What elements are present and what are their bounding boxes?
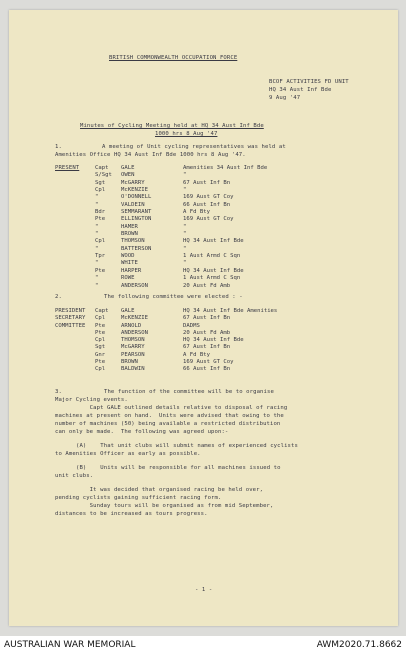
present-unit: HQ 34 Aust Inf Bde (183, 267, 244, 274)
present-row (55, 202, 355, 209)
committee-rank: Cpl (95, 337, 106, 344)
committee-role: SECRETARY (55, 315, 86, 322)
present-unit: 20 Aust Fd Amb (183, 282, 231, 289)
committee-row (55, 323, 375, 330)
para-3-line-5: can only be made. The following was agreed upon:- (55, 429, 229, 435)
para-4-line-3: Sunday tours will be organised as from mid September, (55, 503, 274, 509)
para-3-line-1: Major Cycling events. (55, 397, 128, 403)
present-row (55, 180, 355, 187)
committee-list (55, 308, 375, 374)
present-unit: HQ 34 Aust Inf Bde (183, 238, 244, 245)
committee-unit: 169 Aust GT Coy (183, 359, 234, 366)
para-3-line-4: number of machines (50) being available a restricted distribution (55, 421, 281, 427)
present-name: ANDERSON (121, 282, 148, 289)
item-a-line-2: to Amenities Officer as early as possible. (55, 451, 201, 457)
present-rank: " (95, 260, 99, 267)
committee-role: COMMITTEE (55, 322, 86, 329)
para-4-line-1: It was decided that organised racing be held over, (55, 487, 264, 493)
present-name: WHITE (121, 260, 138, 267)
minutes-title-date: 1000 hrs 8 Aug '47 (155, 131, 218, 137)
page-number: - 1 - (195, 587, 213, 593)
committee-rank: Pte (95, 359, 106, 366)
committee-name: THOMSON (121, 337, 145, 344)
item-a-line-1: (A) That unit clubs will submit names of experienced cyclists (76, 443, 298, 449)
present-row (55, 172, 355, 179)
committee-role: PRESIDENT (55, 308, 86, 314)
present-row (55, 246, 355, 253)
present-row (55, 165, 355, 172)
committee-rank: Pte (95, 329, 106, 336)
present-name: SEMMARANT (121, 209, 152, 216)
present-rank: Pte (95, 267, 106, 274)
present-row (55, 209, 355, 216)
committee-name: ANDERSON (121, 329, 148, 336)
present-unit: Amenities 34 Aust Inf Bde (183, 165, 268, 171)
present-unit: 67 Aust Inf Bn (183, 179, 231, 186)
footer-bar (0, 636, 406, 653)
present-name: GALE (121, 165, 135, 171)
present-row (55, 268, 355, 275)
present-name: BATTERSON (121, 245, 152, 252)
para-4-line-4: distances to be increased as tours progress. (55, 511, 208, 517)
present-name: O'DONNELL (121, 194, 152, 201)
present-label: PRESENT (55, 165, 80, 171)
present-unit: " (183, 172, 187, 179)
committee-rank: Cpl (95, 366, 106, 373)
committee-row (55, 315, 375, 322)
present-row (55, 224, 355, 231)
committee-name: ARNOLD (121, 322, 142, 329)
document-page (9, 10, 398, 626)
present-name: HAMER (121, 223, 138, 230)
present-rank: Sgt (95, 179, 106, 186)
committee-row (55, 330, 375, 337)
committee-rank: Capt (95, 308, 109, 314)
present-rank: Bdr (95, 209, 106, 216)
committee-unit: 67 Aust Inf Bn (183, 344, 231, 351)
committee-row (55, 352, 375, 359)
present-unit: 66 Aust Inf Bn (183, 201, 231, 208)
committee-row (55, 359, 375, 366)
para-1-line-1: A meeting of Unit cycling representatives was held at (102, 144, 286, 150)
present-name: VALDEIN (121, 201, 145, 208)
present-unit: A Fd Bty (183, 209, 210, 216)
minutes-title: Minutes of Cycling Meeting held at HQ 34 Aust Inf Bde (80, 123, 264, 129)
committee-name: McKENZIE (121, 315, 148, 322)
present-unit: 1 Aust Armd C Sqn (183, 253, 241, 260)
item-b-line-2: unit clubs. (55, 473, 94, 479)
committee-rank: Sgt (95, 344, 106, 351)
para-4-line-2: pending cyclists gaining sufficient racing form. (55, 495, 222, 501)
present-unit: 1 Aust Armd C Sqn (183, 275, 241, 282)
footer-accession-number: AWM2020.71.8662 (316, 640, 402, 650)
document-header: BRITISH COMMONWEALTH OCCUPATION FORCE (109, 55, 238, 61)
footer-institution: AUSTRALIAN WAR MEMORIAL (4, 640, 136, 650)
present-unit: " (183, 260, 187, 267)
present-name: BROWN (121, 231, 138, 238)
present-name: THOMSON (121, 238, 145, 245)
present-row (55, 275, 355, 282)
present-name: OWEN (121, 172, 135, 179)
present-name: WOOD (121, 253, 135, 260)
para-3-heading: The function of the committee will be to organise (104, 389, 274, 395)
committee-name: BROWN (121, 359, 138, 366)
committee-name: GALE (121, 308, 135, 314)
present-rank: " (95, 245, 99, 252)
para-3-line-2: Capt GALE outlined details relative to disposal of racing (55, 405, 288, 411)
committee-rank: Gnr (95, 351, 106, 358)
present-rank: Pte (95, 216, 106, 223)
present-rank: " (95, 201, 99, 208)
para-2-text: The following committee were elected : - (104, 294, 243, 300)
committee-unit: 20 Aust Fd Amb (183, 329, 231, 336)
present-unit: " (183, 231, 187, 238)
present-rank: " (95, 223, 99, 230)
committee-unit: 67 Aust Inf Bn (183, 315, 231, 322)
present-rank: S/Sgt (95, 172, 112, 179)
present-name: ROWE (121, 275, 135, 282)
present-rank: Capt (95, 165, 109, 171)
present-unit: " (183, 245, 187, 252)
present-unit: " (183, 223, 187, 230)
present-row (55, 231, 355, 238)
present-row (55, 253, 355, 260)
committee-rank: Pte (95, 322, 106, 329)
para-1-number: 1. (55, 144, 62, 150)
present-rank: " (95, 194, 99, 201)
present-name: McKENZIE (121, 187, 148, 194)
committee-row (55, 337, 375, 344)
present-row (55, 187, 355, 194)
para-1-line-2: Amenities Office HQ 34 Aust Inf Bde 1000 hrs 8 Aug '47. (55, 152, 246, 158)
present-rank: " (95, 275, 99, 282)
present-rank: " (95, 282, 99, 289)
present-name: ELLINGTON (121, 216, 152, 223)
committee-unit: HQ 34 Aust Inf Bde Amenities (183, 308, 278, 314)
committee-unit: DADMS (183, 322, 200, 329)
present-row (55, 238, 355, 245)
present-unit: 169 Aust GT Coy (183, 194, 234, 201)
committee-row (55, 308, 375, 315)
committee-name: McGARRY (121, 344, 145, 351)
present-name: McGARRY (121, 179, 145, 186)
committee-row (55, 366, 375, 373)
committee-unit: A Fd Bty (183, 351, 210, 358)
para-2-number: 2. (55, 294, 62, 300)
reference-line-2: HQ 34 Aust Inf Bde (269, 87, 332, 93)
reference-line-1: BCOF ACTIVITIES FD UNIT (269, 79, 349, 85)
committee-unit: HQ 34 Aust Inf Bde (183, 337, 244, 344)
present-rank: " (95, 231, 99, 238)
present-list (55, 165, 355, 290)
committee-name: PEARSON (121, 351, 145, 358)
para-3-number: 3. (55, 389, 62, 395)
present-rank: Cpl (95, 238, 106, 245)
present-rank: Cpl (95, 187, 106, 194)
present-name: HARPER (121, 267, 142, 274)
para-3-line-3: machines at present on hand. Units were advised that owing to the (55, 413, 284, 419)
present-row (55, 216, 355, 223)
present-row (55, 260, 355, 267)
committee-row (55, 344, 375, 351)
present-row (55, 194, 355, 201)
committee-name: BALDWIN (121, 366, 145, 373)
reference-date: 9 Aug '47 (269, 95, 301, 101)
item-b-line-1: (B) Units will be responsible for all machines issued to (76, 465, 281, 471)
present-row (55, 283, 355, 290)
present-rank: Tpr (95, 253, 106, 260)
present-unit: " (183, 187, 187, 194)
committee-rank: Cpl (95, 315, 106, 322)
present-unit: 169 Aust GT Coy (183, 216, 234, 223)
committee-unit: 66 Aust Inf Bn (183, 366, 231, 373)
